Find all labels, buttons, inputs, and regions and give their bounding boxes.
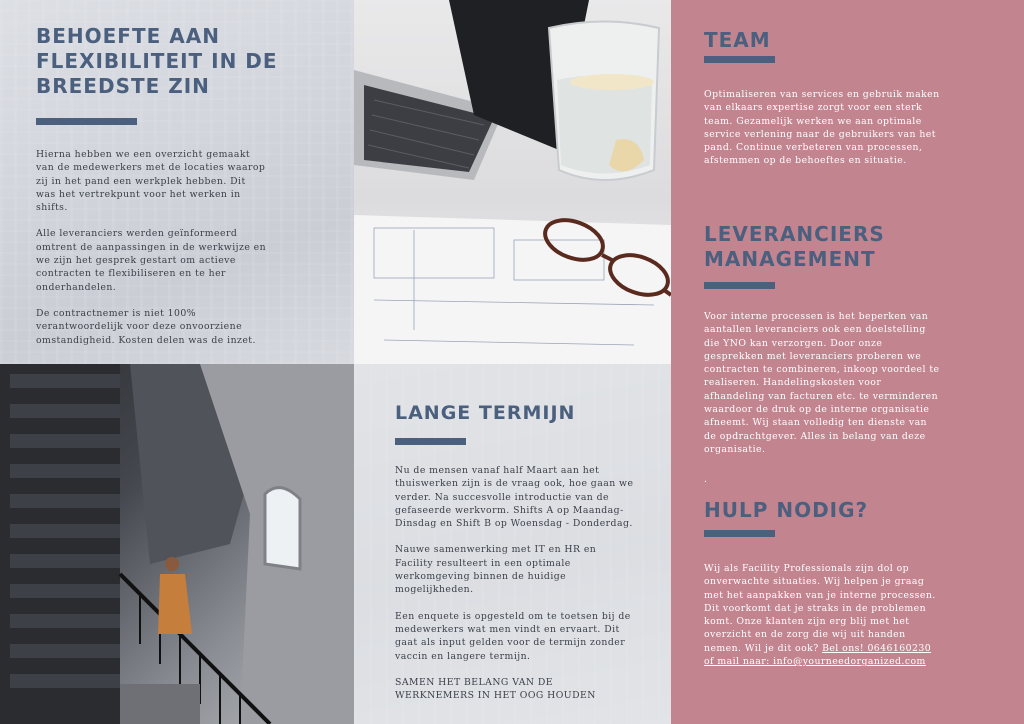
desk-illustration — [354, 0, 671, 364]
long-term-paragraph: Nu de mensen vanaf half Maart aan het thuiswerken zijn is de vraag ook, hoe gaan we verder. Na succesvolle introductie van de gefaseerde werkvorm. Shifts A op Maandag-Dinsdag en Shift B op Woensdag - Donderdag. — [395, 465, 634, 530]
long-term-panel — [354, 364, 671, 724]
help-body — [704, 562, 942, 668]
suppliers-heading: LEVERANCIERS MANAGEMENT — [704, 222, 885, 271]
staircase-photo — [0, 364, 354, 724]
suppliers-heading-bar — [704, 282, 775, 289]
flexibility-heading: BEHOEFTE AAN FLEXIBILITEIT IN DE BREEDSTE ZIN — [36, 24, 278, 98]
long-term-body — [395, 464, 635, 715]
flexibility-heading-bar — [36, 118, 137, 125]
desk-photo — [354, 0, 671, 364]
team-heading: TEAM — [704, 28, 771, 52]
flexibility-paragraph: De contractnemer is niet 100% verantwoordelijk voor deze onvoorziene omstandigheid. Kosten delen was de inzet. — [36, 307, 256, 346]
team-paragraph: Optimaliseren van services en gebruik maken van elkaars expertise zorgt voor een sterk team. Gezamelijk werken we aan optimale service verlening naar de gebruikers van het pand. Continue verbeteren van processen, afstemmen op de behoeftes en situatie. — [704, 89, 940, 167]
help-heading: HULP NODIG? — [704, 498, 869, 522]
suppliers-paragraph: Voor interne processen is het beperken van aantallen leveranciers ook een doelstelling die YNO kan verzorgen. Door onze gesprekken met leveranciers proberen we contracten te combineren, inkoop voordeel te realiseren. Handelingskosten voor afhandeling van facturen etc. te verminderen waardoor de druk op de interne organisatie afneemt. Wij staan volledig ten dienste van de opdrachtgever. Alles in belang van deze organisatie. — [704, 311, 940, 455]
team-heading-bar — [704, 56, 775, 63]
help-heading-bar — [704, 530, 775, 537]
help-paragraph: Wij als Facility Professionals zijn dol op onverwachte situaties. Wij helpen je graag met het aanpakken van je interne processen. Dit voorkomt dat je straks in de problemen komt. Onze klanten zijn erg blij met het overzicht en de zorg die wij uit handen nemen. Wil je dit ook? — [704, 563, 936, 654]
flexibility-body — [36, 148, 268, 360]
suppliers-dot: . — [704, 474, 708, 485]
long-term-paragraph: Een enquete is opgesteld om te toetsen bij de medewerkers wat men vindt en ervaart. Dit gaat als input gelden voor de termijn zonder vaccin en langere termijn. — [395, 610, 631, 662]
flexibility-panel — [0, 0, 354, 364]
long-term-heading-bar — [395, 438, 466, 445]
flexibility-paragraph: Alle leveranciers werden geïnformeerd omtrent de aanpassingen in de werkwijze en we zijn het gesprek gestart om actieve contracten te flexibiliseren en te her onderhandelen. — [36, 228, 267, 293]
long-term-heading: LANGE TERMIJN — [395, 402, 576, 424]
flexibility-paragraph: Hierna hebben we een overzicht gemaakt van de medewerkers met de locaties waarop zij in het pand een werkplek hebben. Dit was het vertrekpunt voor het werken in shifts. — [36, 149, 266, 214]
staircase-illustration — [0, 364, 354, 724]
contact-link[interactable]: Bel ons! 0646160230 of mail naar: info@yourneedorganized.com — [704, 642, 932, 668]
long-term-closing: SAMEN HET BELANG VAN DE WERKNEMERS IN HET OOG HOUDEN — [395, 676, 596, 702]
long-term-paragraph: Nauwe samenwerking met IT en HR en Facility resulteert in een optimale werkomgeving binnen de huidige mogelijkheden. — [395, 544, 597, 596]
right-column — [671, 0, 1024, 724]
